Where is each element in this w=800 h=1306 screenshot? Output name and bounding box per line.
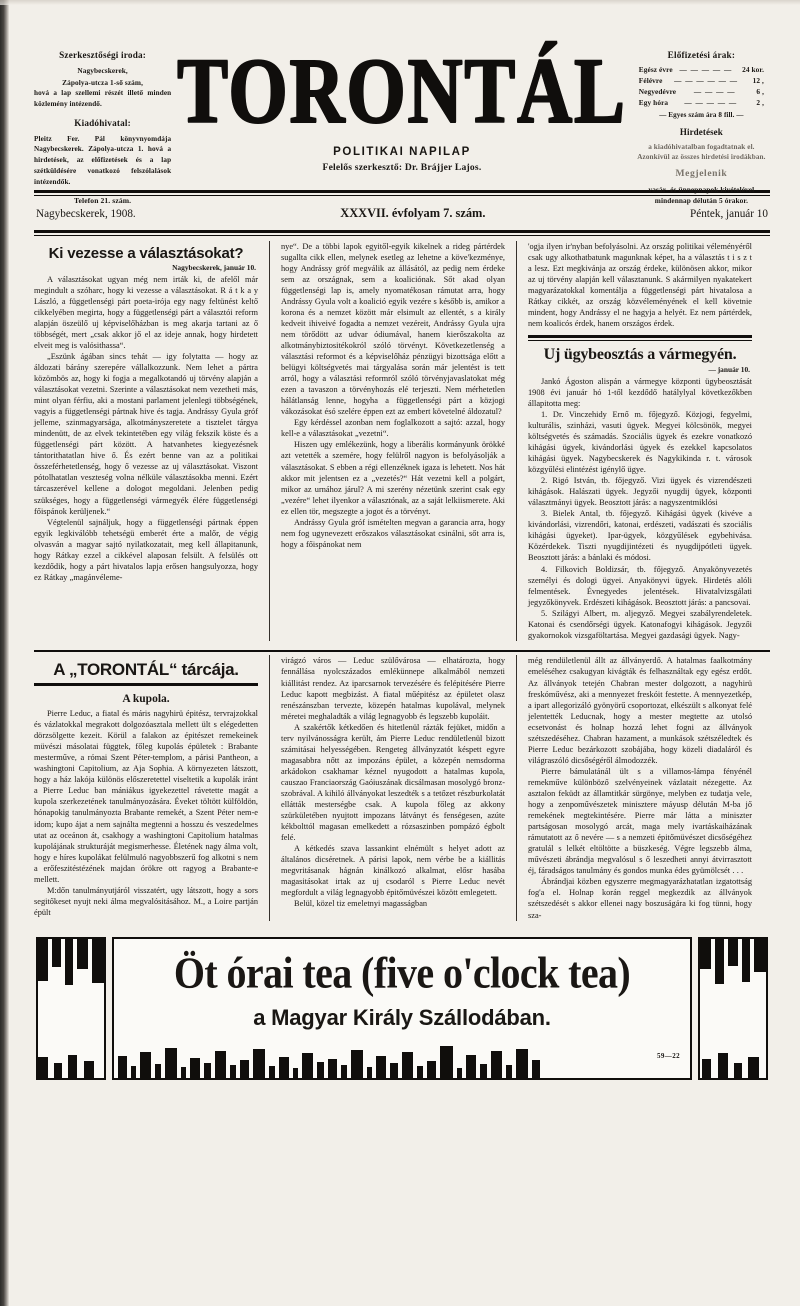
masthead — [34, 18, 770, 205]
article-paragraph: 4. Filkovich Boldizsár, tb. főjegyző. Anyakönyvezetés személyi és dologi ügyei. Anyakönyvi ügyek. Hirdetés alóli felmentések. Évnegyedes jelentések. Hivatalvizsgálati jegyzőkönyvek. Erdészeti kihágások. Beosztott járás: a pancsovai. — [528, 564, 752, 607]
column-separator — [516, 655, 517, 920]
advertisements-body: a kiadóhivatalban fogadtatnak el. Azonkívül az összes hirdetési irodákban. — [637, 142, 766, 162]
newspaper-logo: TORONTÁL — [177, 40, 627, 143]
scan-edge-artifact-top — [0, 0, 800, 5]
article-paragraph: Hiszen ugy emlékezünk, hogy a liberális kormányunk örökké azt vetették a szemére, hogy felülről nagyon is befolyásolják a választásokat. S ebben a régi ellenzéknek igaza is lehetett. Nos hát akkor mit jelentsen ez a „vezetés?“ Hát vezetni kell a polgárt, mikor az urnához járul? A mi szerény nézetünk szerint csak egy „vezére“ lehet ilyenkor a választónak, az a saját lelkiismerete. Aki ez ellen tör, megszegte a jogot és a törvényt. — [281, 440, 505, 516]
advertisements-heading: Hirdetések — [679, 126, 723, 137]
ad-right-ornament — [698, 937, 768, 1080]
article-paragraph: 1. Dr. Vinczehidy Ernő m. főjegyző. Közjogi, fegyelmi, kulturális, szinházi, vasuti ügyek. Megyei kölcsönök, megyei költségvetés és számadás. Szociális ügyek és ezekre vonatkozó kihágási ügyek, kivándorlási ügyek és ezekkel kapcsolatos kihágási ügyek. Nagybecskerek és Nagykikinda r. t. városok közgyűlési elintézést igénylő ügye. — [528, 409, 752, 475]
feuilleton-column-3 — [528, 655, 752, 920]
feuilleton-column-2 — [281, 655, 505, 920]
news-column-1 — [34, 241, 258, 641]
masthead-title-block — [177, 40, 627, 173]
feuilleton-paragraph: még rendületlenül állt az állványerdő. A hatalmas faalkotmány emeléséhez csakugyan kivágták és felhasználtak egy egész erdőt. Az állványok tetején Chabran mester dolgozott, a nagyhirü freskóművész, aki a mennyezet freskóit festette. A mennyezetkép, a ipart allegorizáló gyönyörű csoportozat, elkészült s alkonyat felé jelentették Leducnak, hogy a mester megtette az utolsó ecsetvonást és holnap hozzá lehet fogni az állványok szétszedéséhez. Chabran hazament, a munkások szétszéledtek és Pierre Leduc bezárkozott szobájába, hogy közeli diadaláról és világraszóló dicsőségéről álmodozzék. — [528, 656, 752, 765]
editorial-office-street: Zápolya-utcza 1-ső szám, — [62, 77, 144, 87]
price-value: 6 , — [756, 87, 764, 97]
issue-place-year: Nagybecskerek, 1908. — [36, 207, 136, 220]
bottom-advertisement[interactable] — [34, 935, 770, 1085]
feuilleton-paragraph: A szakértők kétkedően és hitetlenül rázták fejüket, midőn a terv nyilvánosságra került, ám Pierre Leduc rendületlenül bizott számitásai helyességében. Rengeteg állványzatót késpett egyre magasabbra nőtt az impozáns épület, a közepén nemsdorma arkádokon csakhamar kéznel nyugodott a hatalmas kupola, causzao Franciaország Gaóiuszának dicsálmasan mosolygó bronz-szobrával. A kihiló állványokat leszedték s a tetőzet részburkolatát ellátták mesterségbe csak. A kupola főleg az akkony szürkületében nyujtott impozans látványt és fenségesen, azúte kékbolttól magasan emelkedett a rózsaszinben pompázó égbolt felé. — [281, 722, 505, 843]
feuilleton-paragraph: virágzó város — Leduc szülővárosa — elhatározta, hogy fennállása nyolcszázados emlékünnepe alkalmából nemzeti kiállitást rendez. Az iparcsarnok tervezésére és felépitésére Pierre Leduc kapott megbizást. A fiatal műépitész az épületet olasz renészánszban tervezte, közepén hatalmas kupolával, melynek méretei meghaladták a világ legnagyobb és legszebb kupoláit. — [281, 656, 505, 721]
lead-article-headline: Ki vezesse a választásokat? — [48, 244, 244, 262]
price-label: Félévre — [638, 76, 663, 86]
column-separator — [269, 655, 270, 920]
price-value: 12 , — [752, 76, 764, 86]
price-value: 24 kor. — [742, 65, 764, 75]
scan-edge-artifact — [0, 0, 9, 1306]
lead-article-dateline: Nagybecskerek, január 10. — [172, 262, 256, 272]
price-leader: — — — — — — [679, 65, 733, 75]
feuilleton-column-1 — [34, 655, 258, 920]
county-article-dateline: — január 10. — [708, 364, 750, 374]
price-leader: — — — — — — — [674, 76, 738, 86]
newspaper-sheet — [34, 18, 770, 1290]
article-paragraph: nye“. De a többi lapok egyitől-egyik kikelnek a rideg pártérdek sugallta cikk ellen, melynek esetleg az lehetne a köve'kezménye, hogy Andrássy gróf megválik az állásától, az pedig nem érdeke sem az országnak, sem a koaliciónak. Sőt akad olyan függetlenségi lap is, amely nyomatékosan rámutat arra, hogy Andrássy Gyula volt a koalició egyik vezére s később is, amikor a korona és a nemzet között már elsimult az ellentét, s a király kedveit ihiveivé fogadta a nemzet vezéreit, Andrássy Gyula ujra nem törődött az udvar ódiumával, hanem kierőszakolta az alkotmánybiztositékokról szóló törvényt. Következetlenség a választási reformot és a képviselőház pénzügyi bizottsága előtt a belügyi költségvetés mai tárgyalása során már jelentést is tett arról, hogy a választási reformról szóló törvényjavaslatokat még ezen a tavaszon a törvényhozás elé terjeszti. Nem mérhetetlen hálátlanság lenne, hogyha a függetlenségi párt a közjogi vákozásokat ésó szelére éppen ezt az embert követelné áldozatul? — [281, 241, 505, 417]
county-article-headline: Uj ügybeosztás a vármegyén. — [543, 345, 737, 363]
price-row — [633, 87, 770, 98]
news-columns — [34, 241, 770, 641]
masthead-editorial-info — [34, 48, 177, 206]
editorial-office-note: hová a lap szellemi részét illető minden közlemény intézendő. — [34, 88, 172, 108]
ad-frame[interactable] — [112, 937, 692, 1080]
editorial-office-city: Nagybecskerek, — [77, 66, 128, 76]
article-paragraph: A választásokat ugyan még nem irták ki, de afelől már megindult a szóharc, hogy ki vezesse a választásokat. R á t k a y László, a függetlenségi párt poeta-irója egy nagy feltünést keltő cikkelyében megirta, hogy a függetlenségi párt a választói reform alapján öszeülő uj képviselőházban is meg akarja tartani az ő többségét, mert „csak akkor jő el az ideje annak, hogy hirdetett elveit meg is valósithassa“. — [34, 274, 258, 350]
ad-left-ornament — [36, 937, 106, 1080]
feuilleton-top-rule — [34, 650, 770, 653]
ad-headline: Öt órai tea (five o'clock tea) — [173, 947, 631, 997]
masthead-subscription-info — [627, 48, 770, 206]
article-paragraph: Végtelenül sajnáljuk, hogy a függetlenségi pártnak éppen egyik legkiválóbb tehetségü emberét érte a malőr, de végig olvasván a magyar sajtó nyilatkozatait, meg kell állapitanunk, hogy Rátkay ezzel a cikkével alaposan felsült. A felsülés ott kezdődik, hogy a párt hivatalos lapja erősen hangsulyozza, hogy ez Rátkay „magánvéleme- — [34, 517, 258, 582]
editorial-office-heading: Szerkesztőségi iroda: — [59, 50, 147, 60]
column-separator — [516, 241, 517, 641]
news-column-2 — [281, 241, 505, 641]
feuilleton-paragraph: Ábrándjai közben egyszerre megmagyarázhatatlan izgatottság fog'a el. Holnap korán reggel megkezdik az állványok szétszedését s akkor ellenei nagy boszuságára ki fog tünni, hogy sza- — [528, 877, 752, 920]
ad-keyboard-ornament — [114, 1042, 690, 1080]
publication-schedule-body: vasár- és ünnepnapok kivételével mindennap délután 5 órakor. — [648, 184, 755, 205]
article-paragraph: Andrássy Gyula gróf ismételten megvan a garancia arra, hogy nem fog ugynevezett erőszakos választásokat csinálni, sőt arra is, hogy a főispánokat nem — [281, 517, 505, 549]
price-row — [633, 98, 770, 109]
feuilleton-paragraph: Pierre Leduc, a fiatal és máris nagyhirü épitész, tervrajzokkal és vázlatokkal megrakott dolgozóasztala mellett ült s elégedetten dörzsölgette kezeit. Körül a falakon az épitészet remekeinek müvészi másolatai függtek, főleg kupolás épületek : Brabante mesterműve, a római Szent Péter-templom, a párisi Pantheon, a washingtoni Capitolium, az Aja Sophia. A környezeten látszott, hogy a ház lakója különös előszeretettel viseltetik a kupolák iránt a Pierre Leduc ban mániákus igyekezettel rávetette magát a kupola szerkezetének tanulmányozására. Éveket töltött külföldön, hónapokig tanulmányozta Brabante remekét, a Szent Péter nem-e idom; kupo ájat a nem sajnálta megtenni a hosszu és veszedelmes utat az oceánon át, csakhogy a washingtoni Capitolium hatalmas kupolájának strukturáját megismerhesse. Életének nagy álma volt, hogy e híres kupolákat felülmuló nagyobbszerű fog alkotni s nem a erőfeszitéstézének majdan órökre ott ragyog a Brabante-e mellett. — [34, 709, 258, 884]
price-label: Egy hóra — [638, 98, 669, 108]
article-paragraph: 3. Bielek Antal, tb. főjegyző. Kihágási ügyek (kivéve a kivándorlási, vizrendőri, katonai, erdészeti, vadászati és szociális kihágási ügyeket). Ipar-ügyek, közgyűlések egybehivása. Közérdekek. Tiszti nyugdijintézeti és nyugdijpótleti ügyek. Beosztott járás: a bánlaki és módosi. — [528, 509, 752, 563]
ad-subline: a Magyar Király Szállodában. — [253, 1004, 551, 1030]
dateline-divider-rule — [34, 230, 770, 236]
article-paragraph: 2. Rigó István, tb. főjegyző. Vizi ügyek és vizrendészeti kihágások. Halászati ügyek. Jegyzői nyugdij ügyek, központi választmányi ügyek. Beosztott járás: a nagyszentmiklósi — [528, 476, 752, 508]
newspaper-subtitle: POLITIKAI NAPILAP — [333, 145, 471, 158]
article-paragraph: 'ogja ilyen ir'nyban befolyásolni. Az ország politikai véleményéről csak ugy alkothatbatunk magunknak képet, ha a választás t i s z t a lesz. Ezt megkivánja az ország érdeke, különösen akkor, mikor az uj törvény alapján kell választanunk. S akármilyen nyakatekert magyarázatokkal komentálja a függetlenségi párt hivatalosa a Rátkay cikkét, az ország közvéleményének el kell követnie mindent, hogy Andrássy el ne hagyja a helyét. Ez nem pártérdek, nem koalicós érdek, hanem országos érdek. — [528, 241, 752, 328]
price-row — [633, 76, 770, 87]
price-row — [633, 65, 770, 76]
ad-reference-code: 59—22 — [657, 1051, 680, 1060]
news-column-3 — [528, 241, 752, 641]
column-separator — [269, 241, 270, 641]
price-value: 2 , — [756, 98, 764, 108]
article-paragraph: Egy kérdéssel azonban nem foglalkozott a sajtó: azzal, hogy kell-e a választásokat „vezetni“. — [281, 418, 505, 439]
responsible-editor: Felelős szerkesztő: Dr. Brájjer Lajos. — [322, 161, 482, 173]
subscription-prices-heading: Előfizetési árak: — [667, 50, 736, 60]
telephone-line: Telefon 21. szám. — [74, 195, 132, 205]
article-paragraph: 5. Szilágyi Albert, m. aljegyző. Megyei szabályrendeletek. Katonai és csendőrségi ügyek. Katonafogyi kihágások. Jegyzői gyakornokok vizsgaföltartása. Megyei gazdasági ügyek. Nagy- — [528, 608, 752, 640]
article-paragraph: „Eszünk ágában sincs tehát — igy folytatta — hogy az áldozati bárány szerepére vállalkozzunk. Nem lehet a pártra közömbös az, hogy ki fogja a megalkotandó uj törvény alapján a választásokat vezetni. Szerinte a választásokat nem vezetheti más, mint olyan férfiu, aki a mostani parlament jelenlegi többségének, vagyis a függetlenségi pártnak hive és tagja. Andrássy Gyula gróf jelleme, szinmagyarsága, alkotmányszeretete a tisztelet tárgya mindenütt, de az elvek tekintetében egy világ fekszik köste és a függetlenségi párt között. A hatvanhetes kiegyezésnek tántorithatatlan hive ő. És ezért benne van az a politikai összeférhetetlenség, hogy ő vezesse az uj választásokat. Viszont pótolhatatlan veszteség volna nélküle választásokba menni. Ezért tárcaszerével kellene a dologot megoldani. Jelenben pedig szükséges, hogy a függetlenségi vármegyék élére függetlenségi főispánok kerüljenek.“ — [34, 351, 258, 516]
feuilleton-paragraph: M:dőn tanulmányutjáról visszatért, ugy látszott, hogy a sors segitőkeset nyujt neki álma megvalósitásához. M., a Loire partján épült — [34, 885, 258, 917]
article-paragraph: Jankó Ágoston alispán a vármegye központi ügybeosztását 1908 évi január hó 1-től kezdődő hatálylyal következőkben állapitotta meg: — [528, 376, 752, 408]
price-label: Egész évre — [638, 65, 673, 75]
publication-schedule-heading: Megjelenik — [675, 167, 728, 179]
feuilleton-paragraph: Pierre bámulatánál ült s a villamos-lámpa fényénél remekműve különböző szelvényeinek vázlatait nézegette. Az asztalon feküdt az államtitkár sürgönye, melyben ez tudatja vele, hogy a zenpoművészetek minisztere máyusp délután M-ba jő remekének megtekintésére. Pierre már látta a miniszter partságosan mosolygó arcát, maga mely ivartáskaiházának rámutatott az ő nevére — s a nemzeti épitőmüvészet dicsőségéhez gratulál s lelkét eltöltötte a büszkeség. Végre legszebb álma, művészeti ábrándja megvalósul s ő leszedheti annyi átvirrasztott éj, fáradságos tanulmány és gondos munka édes gyümölcsét . . . — [528, 766, 752, 876]
feuilleton-story-title: A kupola. — [122, 693, 170, 706]
feuilleton-paragraph: A kétkedés szava lassankint elnémült s helyet adott az általános dicséretnek. A párisi lapok, nem vérbe be a kiállitás megvritásanak hágnán kinálkozó alkalmat, elősr hasába magasitásokat irtak az uj csodaról s Pierre Leduc nevét megfordult a világ legnagyobb épitőmüvészei között emlegetett. — [281, 844, 505, 898]
single-copy-price: — Egyes szám ára 8 fill. — — [659, 111, 744, 119]
price-label: Negyedévre — [638, 87, 677, 97]
price-leader: — — — — — — [684, 98, 738, 108]
feuilleton-paragraph: Belül, közel tiz emeletnyi magasságban — [294, 899, 428, 909]
feuilleton-section-header: A „TORONTÁL“ tárcája. — [53, 660, 239, 680]
feuilleton-columns — [34, 655, 770, 920]
publisher-heading: Kiadóhivatal: — [74, 118, 131, 129]
publisher-body: Pleitz Fer. Pál könyvnyomdája Nagybecskerek. Zápolya-utcza 1. hová a hirdetések, az előfizetések és a lap szétküldésére vonatkozó felszólalások intézendők. — [34, 134, 172, 186]
issue-volume-number: XXXVII. évfolyam 7. szám. — [340, 205, 486, 220]
section-divider-rule — [528, 335, 752, 341]
feuilleton-header-underline — [34, 683, 258, 686]
issue-date: Péntek, január 10 — [690, 207, 768, 220]
price-leader: — — — — — [693, 87, 736, 97]
